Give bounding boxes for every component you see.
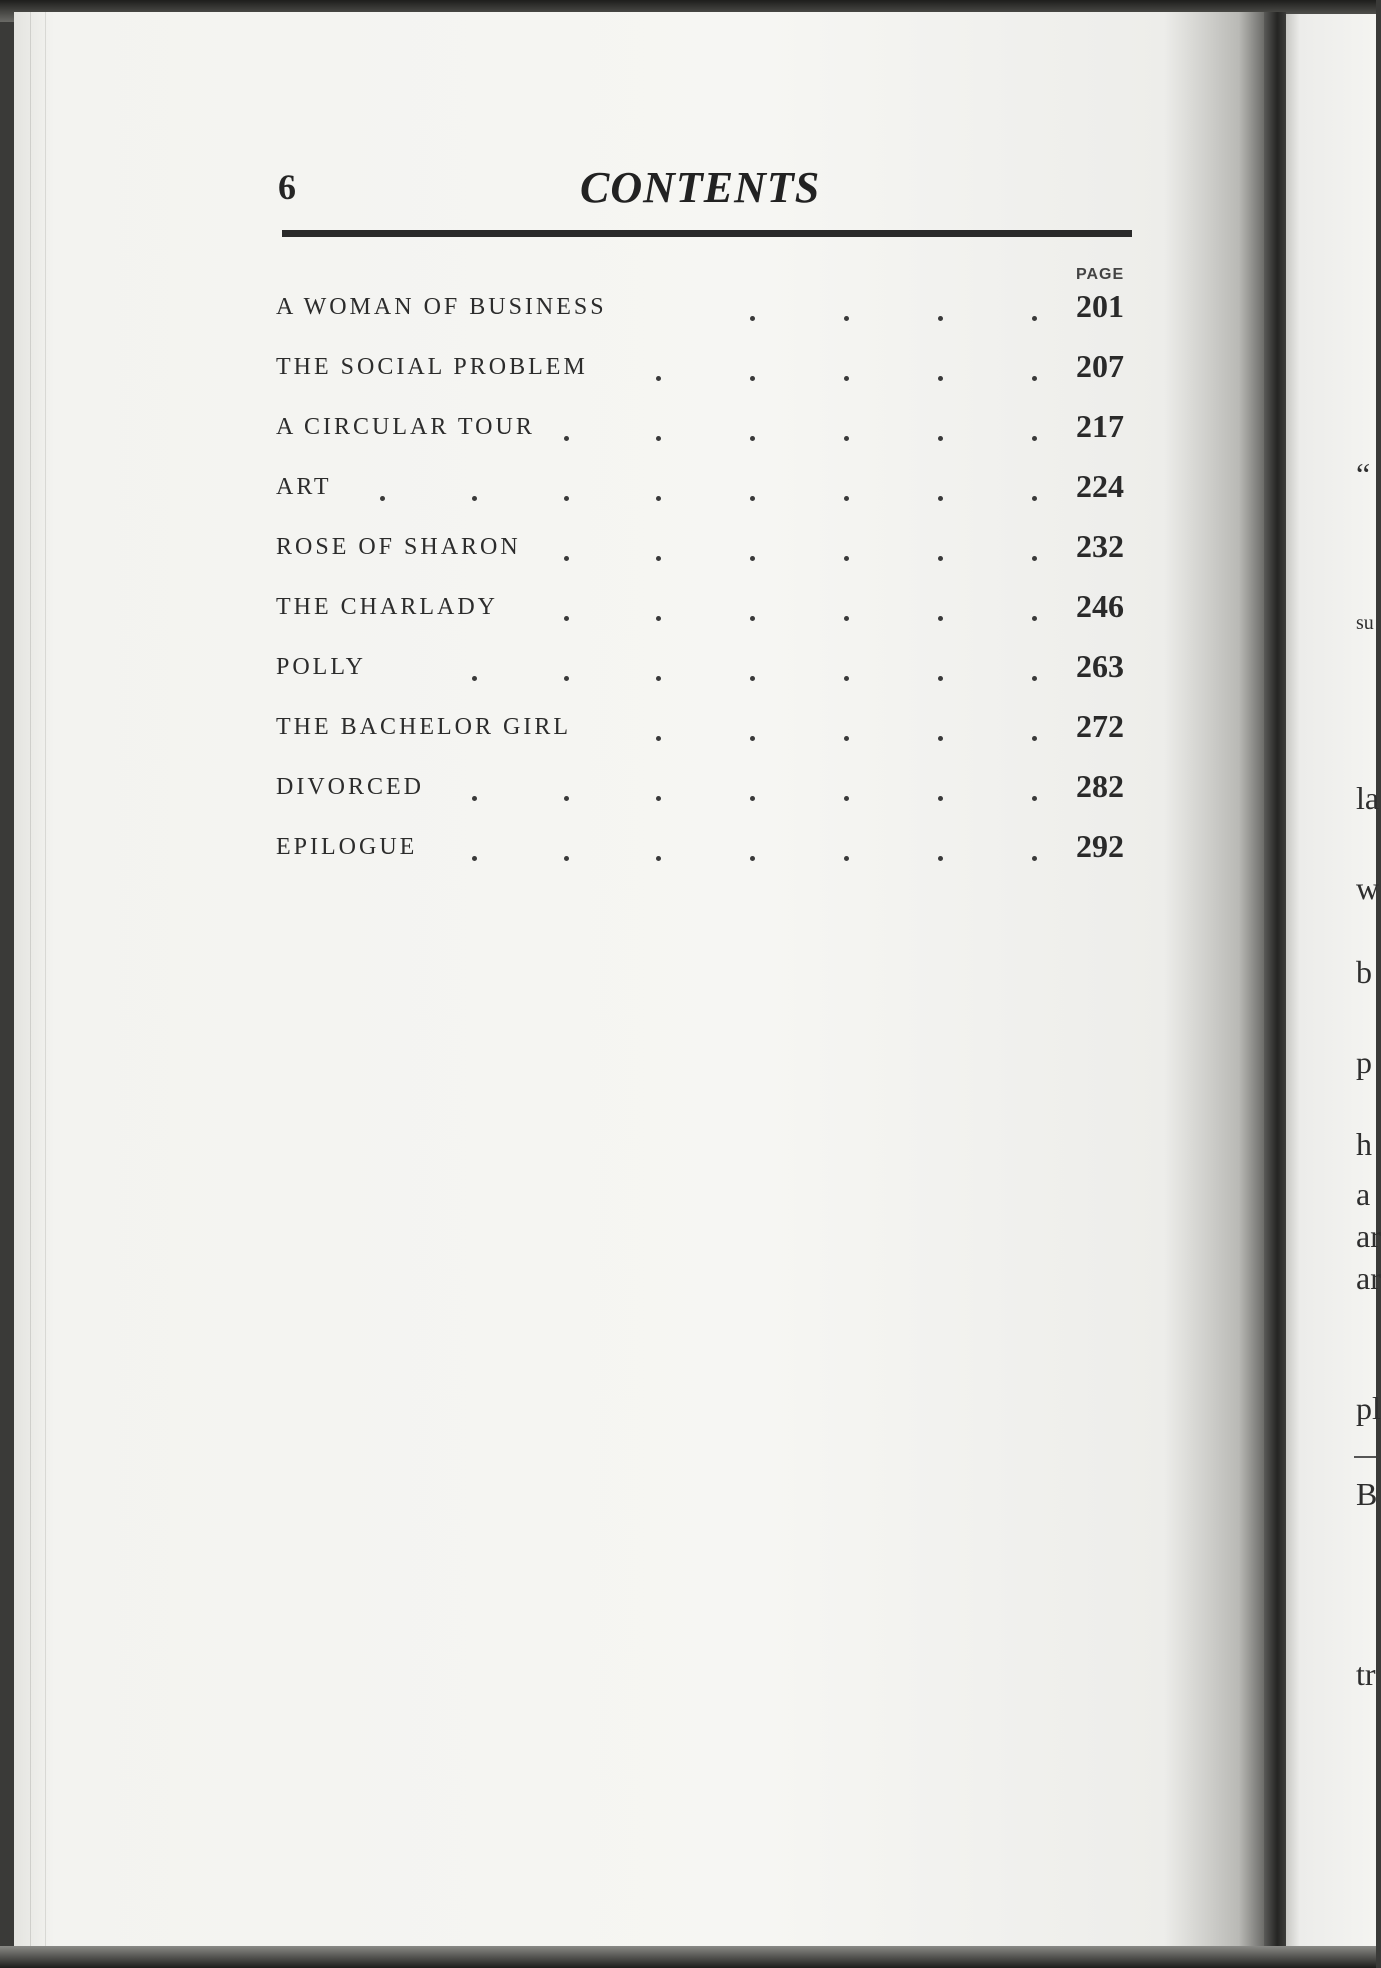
scanner-edge-bottom (0, 1946, 1376, 1968)
leader-dot (1032, 676, 1037, 681)
toc-entry-page-number: 207 (1076, 348, 1124, 384)
toc-entry-page-number: 224 (1076, 468, 1124, 504)
leader-dot (1032, 496, 1037, 501)
running-head-title: CONTENTS (580, 163, 821, 212)
leader-dot (938, 556, 943, 561)
toc-entry (0, 768, 1140, 824)
right-page-fragment: b (1356, 954, 1372, 990)
leader-dot (844, 736, 849, 741)
leader-dot (1032, 316, 1037, 321)
leader-dot (564, 796, 569, 801)
leader-dot (564, 676, 569, 681)
right-page-fragment: la (1356, 780, 1380, 816)
leader-dot (750, 796, 755, 801)
leader-dot (472, 676, 477, 681)
toc-entry-title: POLLY (276, 654, 366, 680)
leader-dot (564, 556, 569, 561)
leader-dot (656, 796, 661, 801)
leader-dot (656, 736, 661, 741)
leader-dot (1032, 856, 1037, 861)
leader-dot (750, 376, 755, 381)
leader-dot (656, 676, 661, 681)
toc-entry-title: A CIRCULAR TOUR (276, 414, 535, 440)
toc-entry (0, 708, 1140, 764)
toc-entry-title: THE BACHELOR GIRL (276, 714, 571, 740)
leader-dot (1032, 376, 1037, 381)
toc-entry-title: DIVORCED (276, 774, 424, 800)
leader-dot (844, 556, 849, 561)
leader-dot (1032, 736, 1037, 741)
right-page-fragment: tr (1356, 1656, 1376, 1692)
page-number: 6 (278, 167, 296, 207)
right-page-fragment: w (1356, 870, 1380, 906)
leader-dot (750, 616, 755, 621)
toc-entry (0, 588, 1140, 644)
leader-dot (1032, 796, 1037, 801)
leader-dot (938, 436, 943, 441)
toc-entry-title: THE CHARLADY (276, 594, 498, 620)
leader-dot (472, 796, 477, 801)
leader-dot (656, 556, 661, 561)
header-rule (282, 230, 1132, 237)
toc-entry-page-number: 201 (1076, 288, 1124, 324)
leader-dot (656, 376, 661, 381)
leader-dot (380, 496, 385, 501)
leader-dot (750, 676, 755, 681)
leader-dot (938, 736, 943, 741)
toc-entry-page-number: 263 (1076, 648, 1124, 684)
leader-dot (564, 436, 569, 441)
right-page-fragment: su (1356, 612, 1374, 634)
leader-dot (656, 856, 661, 861)
leader-dot (750, 496, 755, 501)
leader-dot (938, 376, 943, 381)
page-column-label: PAGE (1076, 266, 1125, 283)
leader-dot (844, 496, 849, 501)
toc-entry (0, 648, 1140, 704)
toc-entry-page-number: 217 (1076, 408, 1124, 444)
toc-entry-page-number: 282 (1076, 768, 1124, 804)
toc-entry-title: ART (276, 474, 332, 500)
leader-dot (938, 796, 943, 801)
leader-dot (938, 676, 943, 681)
right-page-fragment: pl (1356, 1390, 1381, 1426)
leader-dot (472, 856, 477, 861)
toc-entry (0, 288, 1140, 344)
leader-dot (938, 616, 943, 621)
right-page-fragment: ar (1356, 1218, 1381, 1254)
right-page-fragment: h (1356, 1126, 1372, 1162)
toc-entry-page-number: 292 (1076, 828, 1124, 864)
right-page-fragment: ar (1356, 1260, 1381, 1296)
right-page-fragment: p (1356, 1044, 1372, 1080)
leader-dot (938, 856, 943, 861)
leader-dot (844, 676, 849, 681)
toc-entry-page-number: 246 (1076, 588, 1124, 624)
leader-dot (750, 436, 755, 441)
leader-dot (844, 856, 849, 861)
leader-dot (750, 856, 755, 861)
book-gutter (1264, 12, 1286, 1952)
leader-dot (1032, 556, 1037, 561)
leader-dot (656, 496, 661, 501)
right-page-rule (1354, 1456, 1376, 1458)
right-page-fragment: “ (1356, 456, 1371, 492)
leader-dot (656, 436, 661, 441)
toc-entry-page-number: 232 (1076, 528, 1124, 564)
toc-entry (0, 468, 1140, 524)
leader-dot (750, 736, 755, 741)
leader-dot (564, 616, 569, 621)
leader-dot (844, 796, 849, 801)
leader-dot (1032, 616, 1037, 621)
leader-dot (844, 436, 849, 441)
leader-dot (844, 316, 849, 321)
leader-dot (1032, 436, 1037, 441)
toc-entry-page-number: 272 (1076, 708, 1124, 744)
toc-entry (0, 528, 1140, 584)
toc-entry-title: THE SOCIAL PROBLEM (276, 354, 588, 380)
toc-entry (0, 408, 1140, 464)
toc-entry (0, 828, 1140, 884)
leader-dot (656, 616, 661, 621)
leader-dot (844, 616, 849, 621)
leader-dot (564, 496, 569, 501)
toc-entry (0, 348, 1140, 404)
leader-dot (750, 556, 755, 561)
leader-dot (938, 496, 943, 501)
toc-entry-title: A WOMAN OF BUSINESS (276, 294, 607, 320)
toc-entry-title: ROSE OF SHARON (276, 534, 521, 560)
toc-entry-title: EPILOGUE (276, 834, 418, 860)
leader-dot (472, 496, 477, 501)
right-page-fragment: a (1356, 1176, 1371, 1212)
right-page-fragment: B (1356, 1476, 1378, 1512)
leader-dot (938, 316, 943, 321)
leader-dot (844, 376, 849, 381)
leader-dot (750, 316, 755, 321)
leader-dot (564, 856, 569, 861)
